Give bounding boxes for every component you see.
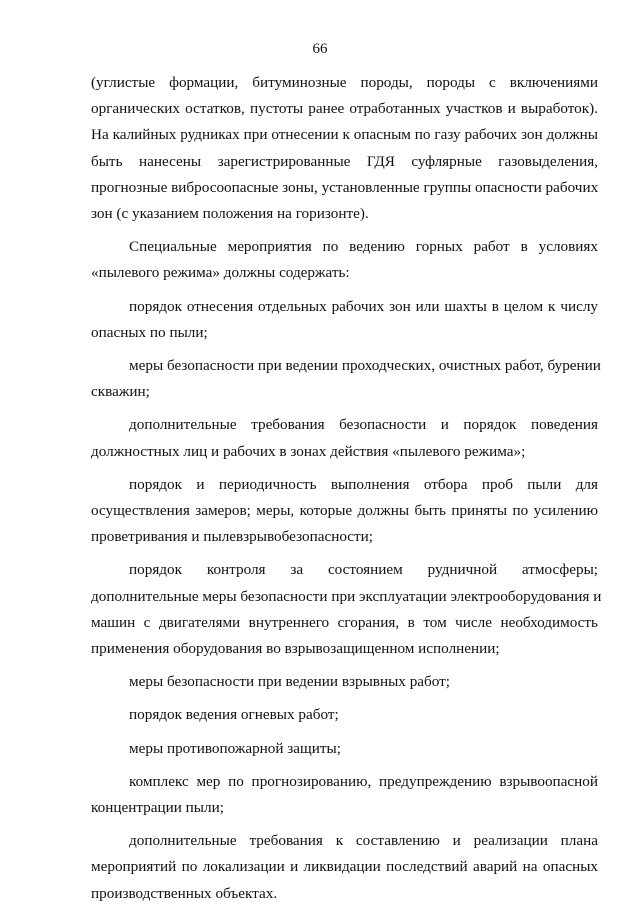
text-line: должностных лиц и рабочих в зонах действия «пылевого режима»; <box>91 442 526 460</box>
list-item <box>91 294 598 346</box>
text-line: порядок контроля за состоянием рудничной атмосферы; <box>129 561 598 579</box>
text-line: порядок отнесения отдельных рабочих зон или шахты в целом к числу <box>129 297 598 315</box>
text-line: «пылевого режима» должны содержать: <box>91 264 350 282</box>
list-item <box>91 353 601 405</box>
text-line: производственных объектах. <box>91 884 278 902</box>
text-line: дополнительные требования безопасности и порядок поведения <box>129 416 598 434</box>
text-line: зон (с указанием положения на горизонте). <box>91 205 369 223</box>
text-line: проветривания и пылевзрывобезопасности; <box>91 528 374 546</box>
list-item <box>91 557 602 662</box>
text-line: опасных по пыли; <box>91 323 208 341</box>
list-item <box>91 769 598 821</box>
list-item <box>91 669 598 695</box>
text-line: дополнительные меры безопасности при эксплуатации электрооборудования и <box>91 587 602 605</box>
paragraph-rock-types <box>91 70 598 227</box>
text-line: скважин; <box>91 383 150 401</box>
list-item <box>91 702 598 728</box>
text-line: осуществления замеров; меры, которые должны быть приняты по усилению <box>91 502 598 520</box>
document-body <box>91 70 602 907</box>
text-line: применения оборудования во взрывозащищенном исполнении; <box>91 640 500 658</box>
text-line: прогнозные вибросоопасные зоны, установленные группы опасности рабочих <box>91 178 599 196</box>
text-line: На калийных рудниках при отнесении к опасным по газу рабочих зон должны <box>91 126 598 144</box>
list-item <box>91 736 598 762</box>
text-line: дополнительные требования к составлению и реализации плана <box>129 832 598 850</box>
text-line: (углистые формации, битуминозные породы, породы с включениями <box>91 74 598 91</box>
text-line: порядок ведения огневых работ; <box>129 706 339 724</box>
text-line: порядок и периодичность выполнения отбора проб пыли для <box>129 475 598 493</box>
text-line: мероприятий по локализации и ликвидации последствий аварий на опасных <box>91 858 598 876</box>
text-line: быть нанесены зарегистрированные ГДЯ суфлярные газовыделения, <box>91 152 598 170</box>
list-item <box>91 472 598 551</box>
text-line: меры безопасности при ведении взрывных работ; <box>129 673 451 691</box>
page-number: 66 <box>312 41 328 57</box>
text-line: концентрации пыли; <box>91 799 224 817</box>
text-line: меры противопожарной защиты; <box>129 739 341 757</box>
text-line: машин с двигателями внутреннего сгорания, в том числе необходимость <box>91 613 598 631</box>
text-line: меры безопасности при ведении проходческих, очистных работ, бурении <box>129 357 601 375</box>
list-item <box>91 412 598 464</box>
text-line: органических остатков, пустоты ранее отработанных участков и выработок). <box>91 100 598 118</box>
text-line: Специальные мероприятия по ведению горных работ в условиях <box>129 238 598 256</box>
text-line: комплекс мер по прогнозированию, предупреждению взрывоопасной <box>129 772 598 790</box>
list-item <box>91 828 598 907</box>
paragraph-special-measures <box>91 234 598 286</box>
